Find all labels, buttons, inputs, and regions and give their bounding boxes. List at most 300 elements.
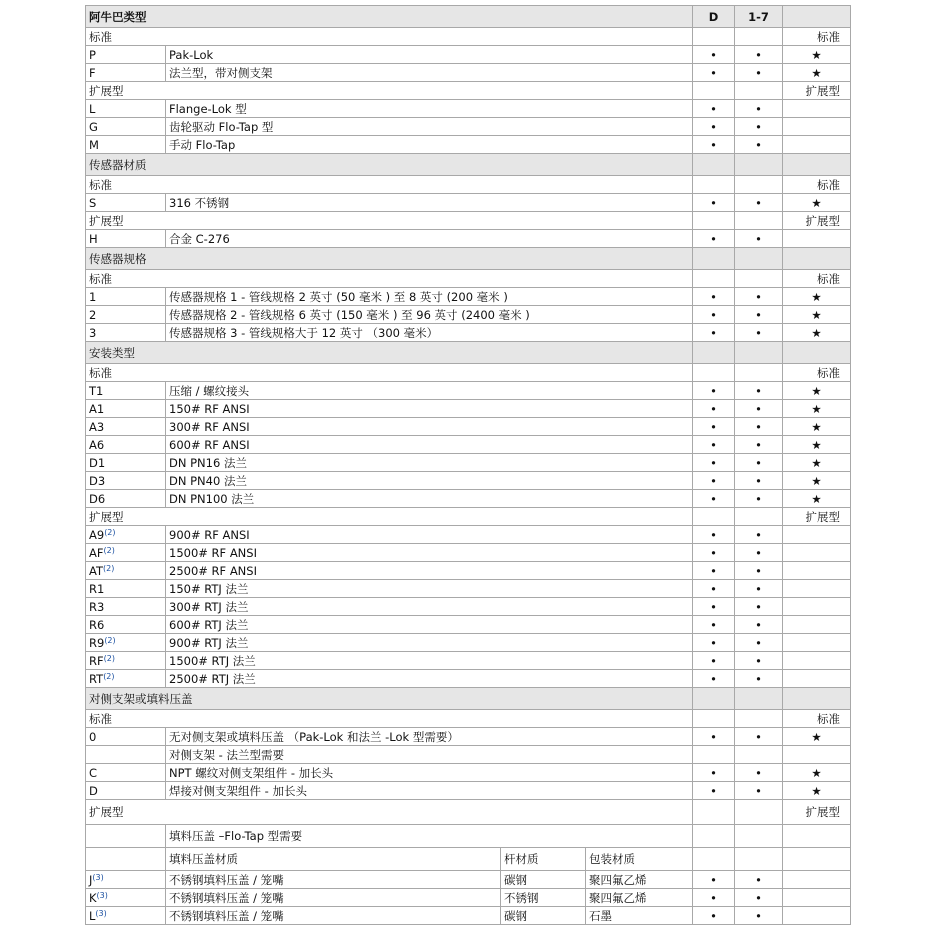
option-row <box>86 418 851 436</box>
section-header-cell <box>783 248 851 270</box>
standard-star: ★ <box>783 382 851 400</box>
availability-d <box>693 746 735 764</box>
section-header-cell <box>693 154 735 176</box>
option-code: D <box>89 783 98 798</box>
availability-d: • <box>693 889 735 907</box>
availability-1-7: • <box>735 418 783 436</box>
subheader-row-extended <box>86 212 851 230</box>
option-code-cell <box>86 746 166 764</box>
section-header-row <box>86 248 851 270</box>
rod-material: 不锈钢 <box>501 889 586 907</box>
availability-d: • <box>693 871 735 889</box>
section-header-row <box>86 688 851 710</box>
standard-star <box>783 118 851 136</box>
subheader-row-standard <box>86 176 851 194</box>
subheader-row-extended <box>86 800 851 825</box>
subheader-row-standard <box>86 28 851 46</box>
subheader-cell-1-7 <box>735 212 783 230</box>
empty-cell <box>735 825 783 848</box>
availability-d: • <box>693 136 735 154</box>
option-code-cell <box>86 400 166 418</box>
footnote-ref: (3) <box>95 908 107 918</box>
footnote-ref: (2) <box>104 527 116 537</box>
subheader-cell-d <box>693 710 735 728</box>
standard-star <box>783 230 851 248</box>
column-header-blank <box>783 6 851 28</box>
section-header-cell <box>693 688 735 710</box>
availability-d: • <box>693 764 735 782</box>
option-code: A3 <box>89 419 105 434</box>
option-row <box>86 764 851 782</box>
option-code-cell <box>86 490 166 508</box>
subheader-cell-1-7 <box>735 364 783 382</box>
option-row <box>86 670 851 688</box>
availability-1-7: • <box>735 436 783 454</box>
availability-1-7: • <box>735 472 783 490</box>
availability-1-7: • <box>735 136 783 154</box>
standard-star: ★ <box>783 306 851 324</box>
availability-d: • <box>693 634 735 652</box>
availability-d: • <box>693 288 735 306</box>
standard-star <box>783 616 851 634</box>
availability-1-7: • <box>735 889 783 907</box>
option-row <box>86 46 851 64</box>
option-row <box>86 652 851 670</box>
subheader-right-label: 扩展型 <box>783 800 851 825</box>
subheader-cell-d <box>693 82 735 100</box>
option-code-cell <box>86 764 166 782</box>
standard-star: ★ <box>783 764 851 782</box>
option-row <box>86 871 851 889</box>
option-description: 900# RF ANSI <box>166 526 693 544</box>
availability-d: • <box>693 728 735 746</box>
footnote-ref: (3) <box>96 890 108 900</box>
subheader-row-standard <box>86 710 851 728</box>
subheader-row-extended <box>86 508 851 526</box>
option-code-cell <box>86 598 166 616</box>
option-description: 316 不锈钢 <box>166 194 693 212</box>
option-description: 150# RF ANSI <box>166 400 693 418</box>
option-row <box>86 728 851 746</box>
option-code-cell <box>86 825 166 848</box>
ordering-table <box>85 5 851 925</box>
section-header-cell <box>783 688 851 710</box>
availability-d: • <box>693 580 735 598</box>
availability-d: • <box>693 782 735 800</box>
option-code-cell <box>86 118 166 136</box>
option-code: C <box>89 765 98 780</box>
option-row <box>86 382 851 400</box>
option-description: 压缩 / 螺纹接头 <box>166 382 693 400</box>
availability-1-7: • <box>735 526 783 544</box>
standard-star: ★ <box>783 194 851 212</box>
availability-d: • <box>693 544 735 562</box>
subheader-cell-1-7 <box>735 82 783 100</box>
section-header-cell <box>735 154 783 176</box>
option-code: T1 <box>89 383 104 398</box>
subheader-label: 标准 <box>86 270 693 288</box>
subheader-row-extended <box>86 82 851 100</box>
availability-1-7: • <box>735 580 783 598</box>
option-code-cell <box>86 472 166 490</box>
standard-star: ★ <box>783 288 851 306</box>
footnote-ref: (2) <box>104 635 116 645</box>
standard-star: ★ <box>783 418 851 436</box>
option-description: 300# RTJ 法兰 <box>166 598 693 616</box>
option-code-cell <box>86 306 166 324</box>
availability-d: • <box>693 64 735 82</box>
subheader-right-label: 标准 <box>783 364 851 382</box>
option-code-cell <box>86 324 166 342</box>
subheader-cell-1-7 <box>735 28 783 46</box>
availability-1-7: • <box>735 288 783 306</box>
footnote-ref: (3) <box>92 872 104 882</box>
section-header-row <box>86 342 851 364</box>
option-code: R3 <box>89 599 105 614</box>
section-title-annubar-type: 阿牛巴类型 <box>86 6 693 28</box>
option-code-cell <box>86 526 166 544</box>
section-header-cell <box>735 688 783 710</box>
availability-1-7: • <box>735 194 783 212</box>
option-row <box>86 472 851 490</box>
option-row <box>86 526 851 544</box>
availability-1-7: • <box>735 598 783 616</box>
availability-d: • <box>693 100 735 118</box>
option-code: RF <box>89 653 104 668</box>
option-code-cell <box>86 848 166 871</box>
option-code-cell <box>86 728 166 746</box>
option-code-cell <box>86 46 166 64</box>
subheader-cell-d <box>693 508 735 526</box>
option-code: R1 <box>89 581 105 596</box>
footnote-ref: (2) <box>103 671 115 681</box>
packing-material: 聚四氟乙烯 <box>586 871 693 889</box>
option-description: 1500# RTJ 法兰 <box>166 652 693 670</box>
section-title-sensor-size: 传感器规格 <box>86 248 693 270</box>
availability-1-7: • <box>735 562 783 580</box>
option-code: AT <box>89 563 103 578</box>
packing-material: 聚四氟乙烯 <box>586 889 693 907</box>
option-description: 150# RTJ 法兰 <box>166 580 693 598</box>
option-row <box>86 324 851 342</box>
availability-d: • <box>693 598 735 616</box>
subheader-cell-1-7 <box>735 710 783 728</box>
availability-1-7: • <box>735 616 783 634</box>
option-description: 600# RF ANSI <box>166 436 693 454</box>
empty-cell <box>783 825 851 848</box>
option-description: 传感器规格 3 - 管线规格大于 12 英寸 （300 毫米） <box>166 324 693 342</box>
standard-star <box>783 889 851 907</box>
empty-cell <box>693 848 735 871</box>
option-row <box>86 562 851 580</box>
subheader-label: 扩展型 <box>86 800 693 825</box>
subheader-label: 扩展型 <box>86 212 693 230</box>
option-code-cell <box>86 652 166 670</box>
subheader-cell-1-7 <box>735 176 783 194</box>
option-code: F <box>89 65 96 80</box>
option-row <box>86 634 851 652</box>
option-row <box>86 907 851 925</box>
standard-star <box>783 652 851 670</box>
standard-star <box>783 907 851 925</box>
subheader-cell-d <box>693 212 735 230</box>
option-code: G <box>89 119 98 134</box>
option-code: D1 <box>89 455 106 470</box>
option-code: M <box>89 137 99 152</box>
subheader-row-standard <box>86 364 851 382</box>
section-header-cell <box>735 248 783 270</box>
option-code-cell <box>86 230 166 248</box>
option-description: 传感器规格 1 - 管线规格 2 英寸 (50 毫米 ) 至 8 英寸 (200 毫米 ) <box>166 288 693 306</box>
option-code: A6 <box>89 437 105 452</box>
section-header-cell <box>735 342 783 364</box>
standard-star: ★ <box>783 782 851 800</box>
subheader-cell-1-7 <box>735 508 783 526</box>
rod-material: 碳钢 <box>501 907 586 925</box>
option-code-cell <box>86 616 166 634</box>
option-code-cell <box>86 907 166 925</box>
availability-d: • <box>693 454 735 472</box>
subheader-label: 标准 <box>86 176 693 194</box>
availability-d: • <box>693 436 735 454</box>
subheader-cell-d <box>693 176 735 194</box>
availability-d: • <box>693 472 735 490</box>
standard-star: ★ <box>783 490 851 508</box>
option-code-cell <box>86 194 166 212</box>
option-row <box>86 64 851 82</box>
footnote-ref: (2) <box>103 653 115 663</box>
subheader-cell-d <box>693 270 735 288</box>
standard-star <box>783 526 851 544</box>
option-row <box>86 616 851 634</box>
column-header-d: D <box>693 6 735 28</box>
option-code-cell <box>86 64 166 82</box>
section-header-cell <box>783 154 851 176</box>
standard-star <box>783 598 851 616</box>
footnote-ref: (2) <box>103 545 115 555</box>
availability-d: • <box>693 194 735 212</box>
standard-star <box>783 871 851 889</box>
availability-1-7: • <box>735 118 783 136</box>
option-row <box>86 136 851 154</box>
option-code: A9 <box>89 527 105 542</box>
note-row <box>86 825 851 848</box>
standard-star <box>783 746 851 764</box>
empty-cell <box>783 848 851 871</box>
packing-note: 填料压盖 –Flo-Tap 型需要 <box>166 825 693 848</box>
option-row <box>86 746 851 764</box>
standard-star: ★ <box>783 728 851 746</box>
availability-1-7: • <box>735 454 783 472</box>
subheader-cell-d <box>693 28 735 46</box>
option-row <box>86 580 851 598</box>
availability-1-7: • <box>735 490 783 508</box>
subheader-cell-1-7 <box>735 270 783 288</box>
availability-1-7: • <box>735 670 783 688</box>
standard-star <box>783 634 851 652</box>
availability-d: • <box>693 118 735 136</box>
option-description: 300# RF ANSI <box>166 418 693 436</box>
packing-header-rod: 杆材质 <box>501 848 586 871</box>
subheader-right-label: 扩展型 <box>783 212 851 230</box>
availability-d: • <box>693 46 735 64</box>
empty-cell <box>735 848 783 871</box>
availability-d: • <box>693 526 735 544</box>
subheader-label: 标准 <box>86 364 693 382</box>
standard-star: ★ <box>783 454 851 472</box>
availability-d: • <box>693 616 735 634</box>
option-description: DN PN40 法兰 <box>166 472 693 490</box>
standard-star <box>783 562 851 580</box>
option-description: 齿轮驱动 Flo-Tap 型 <box>166 118 693 136</box>
option-description: 法兰型，带对侧支架 <box>166 64 693 82</box>
standard-star: ★ <box>783 324 851 342</box>
option-row <box>86 598 851 616</box>
subheader-label: 标准 <box>86 710 693 728</box>
option-description: 合金 C-276 <box>166 230 693 248</box>
option-code-cell <box>86 288 166 306</box>
section-header-row <box>86 154 851 176</box>
gland-material: 不锈钢填料压盖 / 笼嘴 <box>166 871 501 889</box>
option-description: 2500# RF ANSI <box>166 562 693 580</box>
option-row <box>86 118 851 136</box>
option-row <box>86 889 851 907</box>
column-header-1-7: 1-7 <box>735 6 783 28</box>
option-row <box>86 454 851 472</box>
standard-star: ★ <box>783 64 851 82</box>
option-row <box>86 544 851 562</box>
option-description: 手动 Flo-Tap <box>166 136 693 154</box>
subheader-label: 扩展型 <box>86 82 693 100</box>
subheader-cell-d <box>693 364 735 382</box>
availability-d: • <box>693 324 735 342</box>
option-row <box>86 400 851 418</box>
option-code-cell <box>86 871 166 889</box>
availability-1-7: • <box>735 400 783 418</box>
availability-1-7: • <box>735 306 783 324</box>
availability-1-7: • <box>735 46 783 64</box>
availability-d: • <box>693 490 735 508</box>
availability-1-7: • <box>735 871 783 889</box>
option-description: 900# RTJ 法兰 <box>166 634 693 652</box>
subheader-cell-d <box>693 800 735 825</box>
option-code: 3 <box>89 325 97 340</box>
availability-1-7: • <box>735 544 783 562</box>
subheader-cell-1-7 <box>735 800 783 825</box>
option-row <box>86 490 851 508</box>
availability-d: • <box>693 652 735 670</box>
option-description: 1500# RF ANSI <box>166 544 693 562</box>
standard-star <box>783 544 851 562</box>
ordering-table-body <box>86 6 851 925</box>
availability-1-7: • <box>735 652 783 670</box>
subheader-label: 扩展型 <box>86 508 693 526</box>
option-code-cell <box>86 436 166 454</box>
gland-material: 不锈钢填料压盖 / 笼嘴 <box>166 889 501 907</box>
option-description: DN PN100 法兰 <box>166 490 693 508</box>
option-row <box>86 194 851 212</box>
standard-star: ★ <box>783 400 851 418</box>
option-code: R6 <box>89 617 105 632</box>
table-header-row <box>86 6 851 28</box>
availability-d: • <box>693 418 735 436</box>
option-code-cell <box>86 889 166 907</box>
option-description: 焊接对侧支架组件 - 加长头 <box>166 782 693 800</box>
availability-d: • <box>693 670 735 688</box>
standard-star <box>783 136 851 154</box>
gland-material: 不锈钢填料压盖 / 笼嘴 <box>166 907 501 925</box>
option-code-cell <box>86 634 166 652</box>
availability-d: • <box>693 562 735 580</box>
standard-star <box>783 100 851 118</box>
empty-cell <box>693 825 735 848</box>
option-code-cell <box>86 562 166 580</box>
standard-star: ★ <box>783 46 851 64</box>
availability-1-7: • <box>735 907 783 925</box>
option-row <box>86 288 851 306</box>
option-description: DN PN16 法兰 <box>166 454 693 472</box>
availability-d: • <box>693 400 735 418</box>
section-header-cell <box>693 248 735 270</box>
subheader-label: 标准 <box>86 28 693 46</box>
option-code: AF <box>89 545 104 560</box>
option-code: P <box>89 47 96 62</box>
availability-1-7: • <box>735 728 783 746</box>
packing-header-pack: 包装材质 <box>586 848 693 871</box>
option-code: L <box>89 908 96 923</box>
availability-d: • <box>693 230 735 248</box>
subheader-right-label: 标准 <box>783 176 851 194</box>
option-code: D6 <box>89 491 106 506</box>
packing-material: 石墨 <box>586 907 693 925</box>
standard-star <box>783 670 851 688</box>
availability-1-7: • <box>735 634 783 652</box>
availability-1-7: • <box>735 230 783 248</box>
availability-1-7: • <box>735 100 783 118</box>
option-code: R9 <box>89 635 105 650</box>
availability-d: • <box>693 306 735 324</box>
footnote-ref: (2) <box>103 563 115 573</box>
option-row <box>86 436 851 454</box>
option-code: A1 <box>89 401 105 416</box>
availability-1-7: • <box>735 782 783 800</box>
availability-1-7: • <box>735 764 783 782</box>
standard-star: ★ <box>783 436 851 454</box>
option-code: 0 <box>89 729 97 744</box>
option-code: H <box>89 231 98 246</box>
rod-material: 碳钢 <box>501 871 586 889</box>
option-code-cell <box>86 670 166 688</box>
option-code-cell <box>86 136 166 154</box>
section-header-cell <box>783 342 851 364</box>
packing-header-row <box>86 848 851 871</box>
subheader-right-label: 标准 <box>783 28 851 46</box>
availability-1-7 <box>735 746 783 764</box>
option-code-cell <box>86 454 166 472</box>
subheader-right-label: 扩展型 <box>783 508 851 526</box>
option-code: L <box>89 101 96 116</box>
option-description: 600# RTJ 法兰 <box>166 616 693 634</box>
option-code: RT <box>89 671 104 686</box>
option-code-cell <box>86 782 166 800</box>
availability-1-7: • <box>735 324 783 342</box>
availability-d: • <box>693 907 735 925</box>
option-description: Pak-Lok <box>166 46 693 64</box>
option-description: 无对侧支架或填料压盖 （Pak-Lok 和法兰 -Lok 型需要） <box>166 728 693 746</box>
option-code-cell <box>86 544 166 562</box>
option-code: D3 <box>89 473 106 488</box>
option-code: J <box>89 872 93 887</box>
